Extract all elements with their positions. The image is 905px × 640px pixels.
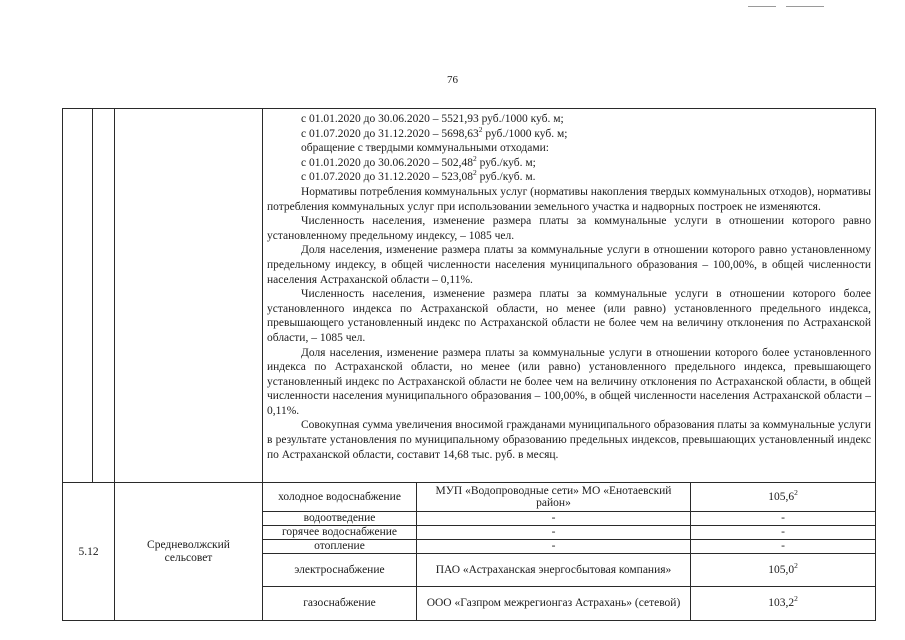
paragraph: Доля населения, изменение размера платы за коммунальные услуги в отношении которого более установленного индекса по Астраханской области, но менее (или равно) установленного предельного индекса, превышающего установленный индекс по Астраханской области не более чем на величину отклонения по Астраханской области, в общей численности населения муниципального образования – 100,00%, в общей численности населения Астраханской области – 0,11%. <box>267 346 872 417</box>
index-value: - <box>691 540 876 554</box>
document-table-frame <box>62 108 875 620</box>
provider-name: - <box>417 526 691 540</box>
rate-line: обращение с твердыми коммунальными отходами: <box>301 142 549 155</box>
index-value: 103,2$^2$ <box>691 587 876 621</box>
cell-empty-1 <box>63 109 93 483</box>
continuation-row <box>63 109 876 483</box>
page-number: 76 <box>447 74 458 86</box>
provider-name: ПАО «Астраханская энергосбытовая компания» <box>417 554 691 587</box>
rate-line: с 01.07.2020 до 31.12.2020 – 5698,63$^2$ руб./1000 куб. м; <box>301 124 568 140</box>
paragraph: Доля населения, изменение размера платы за коммунальные услуги в отношении которого равно установленному предельному индексу, в общей численности населения муниципального образования – 100,00%, в общей численности населения Астраханской области – 0,11%. <box>267 244 872 286</box>
cell-empty-2 <box>93 109 115 483</box>
index-value: - <box>691 526 876 540</box>
header-rule <box>786 6 824 7</box>
rate-line: с 01.07.2020 до 31.12.2020 – 523,08$^2$ руб./куб. м. <box>301 168 536 184</box>
provider-name: ООО «Газпром межрегионгаз Астрахань» (сетевой) <box>417 587 691 621</box>
paragraph: Совокупная сумма увеличения вносимой гражданами муниципального образования платы за коммунальные услуги в результате установления по муниципальному образованию предельных индексов, превышающих установленный индекс по Астраханской области, составит 14,68 тыс. руб. в месяц. <box>267 419 872 461</box>
entry-number: 5.12 <box>63 483 115 621</box>
paragraph: Численность населения, изменение размера платы за коммунальные услуги в отношении которого равно установленному предельному индексу, – 1085 чел. <box>267 215 872 242</box>
cell-empty-3 <box>115 109 263 483</box>
service-name: газоснабжение <box>263 587 417 621</box>
entry-name: Средневолжский сельсовет <box>115 483 263 621</box>
provider-name: МУП «Водопроводные сети» МО «Енотаевский район» <box>417 483 691 512</box>
service-name: отопление <box>263 540 417 554</box>
table-row <box>63 483 876 512</box>
service-name: электроснабжение <box>263 554 417 587</box>
paragraph: Нормативы потребления коммунальных услуг (нормативы накопления твердых коммунальных отходов), нормативы потребления коммунальных услуг при использовании земельного участка и надворных построек не изменяются. <box>267 185 872 213</box>
rate-line: с 01.01.2020 до 30.06.2020 – 5521,93 руб./1000 куб. м; <box>301 113 564 125</box>
paragraph: Численность населения, изменение размера платы за коммунальные услуги в отношении которого более установленного индекса по Астраханской области, но менее (или равно) установленного предельного индекса, превышающего установленный индекс по Астраханской области не более чем на величину отклонения по Астраханской области, – 1085 чел. <box>267 288 872 344</box>
provider-name: - <box>417 512 691 526</box>
index-value: 105,0$^2$ <box>691 554 876 587</box>
continuation-text-cell <box>263 109 876 483</box>
service-name: холодное водоснабжение <box>263 483 417 512</box>
index-value: 105,6$^2$ <box>691 483 876 512</box>
rate-line: с 01.01.2020 до 30.06.2020 – 502,48$^2$ руб./куб. м; <box>301 153 536 169</box>
provider-name: - <box>417 540 691 554</box>
service-name: водоотведение <box>263 512 417 526</box>
document-table <box>62 108 876 621</box>
index-value: - <box>691 512 876 526</box>
header-rule <box>748 6 776 7</box>
continuation-text <box>263 109 875 462</box>
service-name: горячее водоснабжение <box>263 526 417 540</box>
